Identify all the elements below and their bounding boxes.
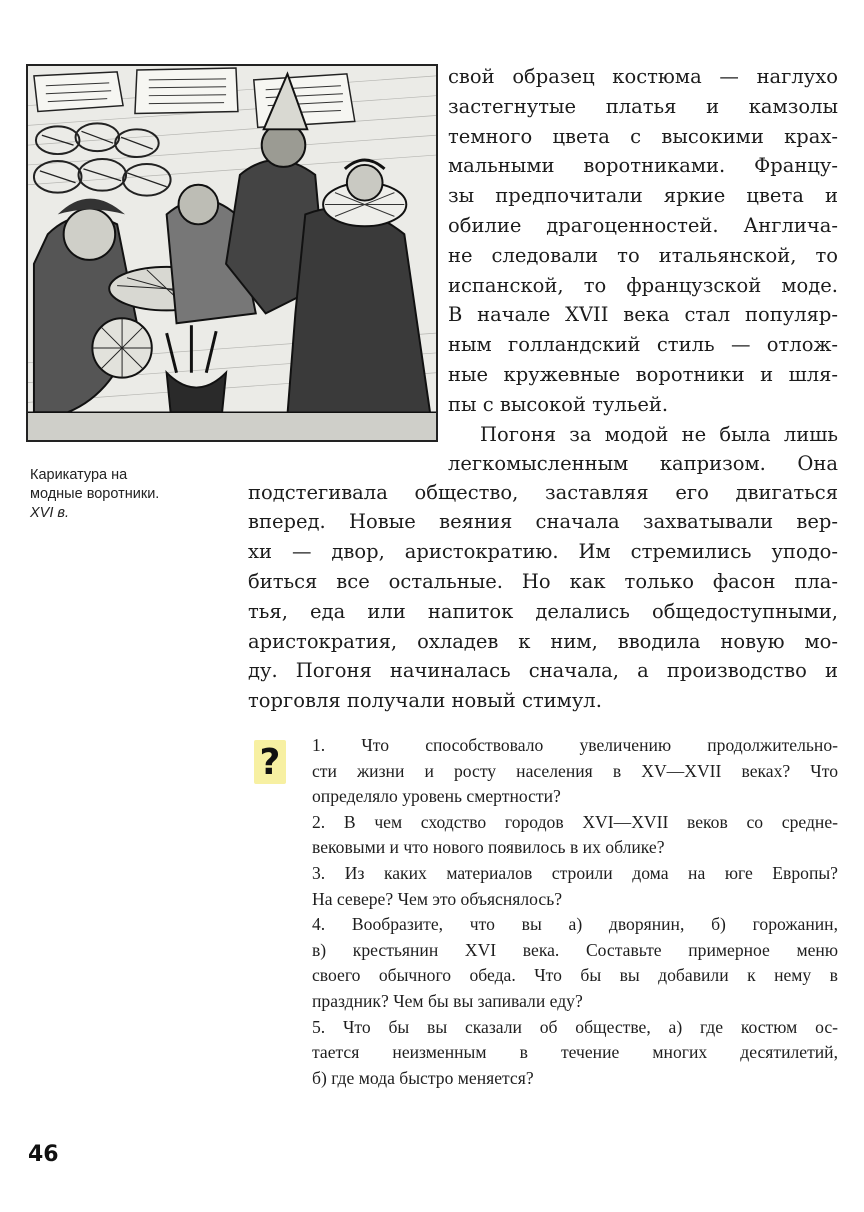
caption-line: модные воротники. — [30, 486, 160, 502]
question-line: сти жизни и росту населения в XV—XVII веках? Что — [312, 760, 838, 781]
text-line: пы с высокой тульей. — [448, 392, 669, 416]
body-text-right-column — [448, 62, 838, 479]
caption-line: Карикатура на — [30, 467, 128, 483]
question-line: своего обычного обеда. Что бы вы добавили к нему в — [312, 965, 838, 986]
text-line: ду. Погоня начиналась сначала, а производство и — [248, 659, 838, 683]
question-line: б) где мода быстро меняется? — [312, 1067, 534, 1088]
engraving-image — [28, 66, 436, 440]
question-line: На севере? Чем это объяснялось? — [312, 888, 563, 909]
question-line: определяло уровень смертности? — [312, 786, 561, 807]
text-line: В начале XVII века стал популяр- — [448, 303, 838, 327]
text-line: не следовали то итальянской, то — [448, 243, 838, 267]
text-line: подстегивала общество, заставляя его двигаться — [248, 480, 838, 504]
text-line: застегнутые платья и камзолы — [448, 94, 838, 118]
page-number: 46 — [28, 1142, 59, 1167]
caption-era: XVI в. — [30, 505, 69, 521]
text-line: аристократия, охладев к ним, вводила новую мо- — [248, 629, 838, 653]
text-line: темного цвета с высокими крах- — [448, 124, 838, 148]
text-line: обилие драгоценностей. Англича- — [448, 213, 838, 237]
text-line: тья, еда или напиток делались общедоступными, — [248, 599, 838, 623]
question-mark-icon: ? — [254, 740, 286, 784]
text-line: мальными воротниками. Францу- — [448, 154, 838, 178]
text-line: ные кружевные воротники и шля- — [448, 362, 838, 386]
question-line: тается неизменным в течение многих десятилетий, — [312, 1042, 838, 1063]
text-line: легкомысленным капризом. Она — [448, 452, 838, 476]
text-line: ным голландский стиль — отлож- — [448, 333, 838, 357]
figure-caption — [30, 466, 230, 523]
question-line: в) крестьянин XVI века. Составьте примерное меню — [312, 939, 838, 960]
text-line: хи — двор, аристократию. Им стремились уподо- — [248, 540, 838, 564]
text-line: Погоня за модой не была лишь — [480, 422, 838, 446]
caricature-illustration — [26, 64, 438, 442]
question-line: праздник? Чем бы вы запивали еду? — [312, 990, 583, 1011]
review-questions — [312, 733, 838, 1091]
question-line: 5. Что бы вы сказали об обществе, а) где костюм ос- — [312, 1016, 838, 1037]
text-line: зы предпочитали яркие цвета и — [448, 184, 838, 208]
question-line: 3. Из каких материалов строили дома на юге Европы? — [312, 862, 838, 883]
text-line: торговля получали новый стимул. — [248, 689, 602, 713]
text-line: свой образец костюма — наглухо — [448, 65, 838, 88]
question-line: 2. В чем сходство городов XVI—XVII веков со средне- — [312, 811, 838, 832]
text-line: биться все остальные. Но как только фасон пла- — [248, 569, 838, 593]
text-line: вперед. Новые веяния сначала захватывали вер- — [248, 510, 838, 534]
body-text-wide — [248, 478, 838, 716]
question-line: 1. Что способствовало увеличению продолжительно- — [312, 735, 838, 755]
question-line: 4. Вообразите, что вы а) дворянин, б) горожанин, — [312, 914, 838, 935]
text-line: испанской, то французской моде. — [448, 273, 838, 297]
question-line: вековыми и что нового появилось в их облике? — [312, 837, 665, 858]
